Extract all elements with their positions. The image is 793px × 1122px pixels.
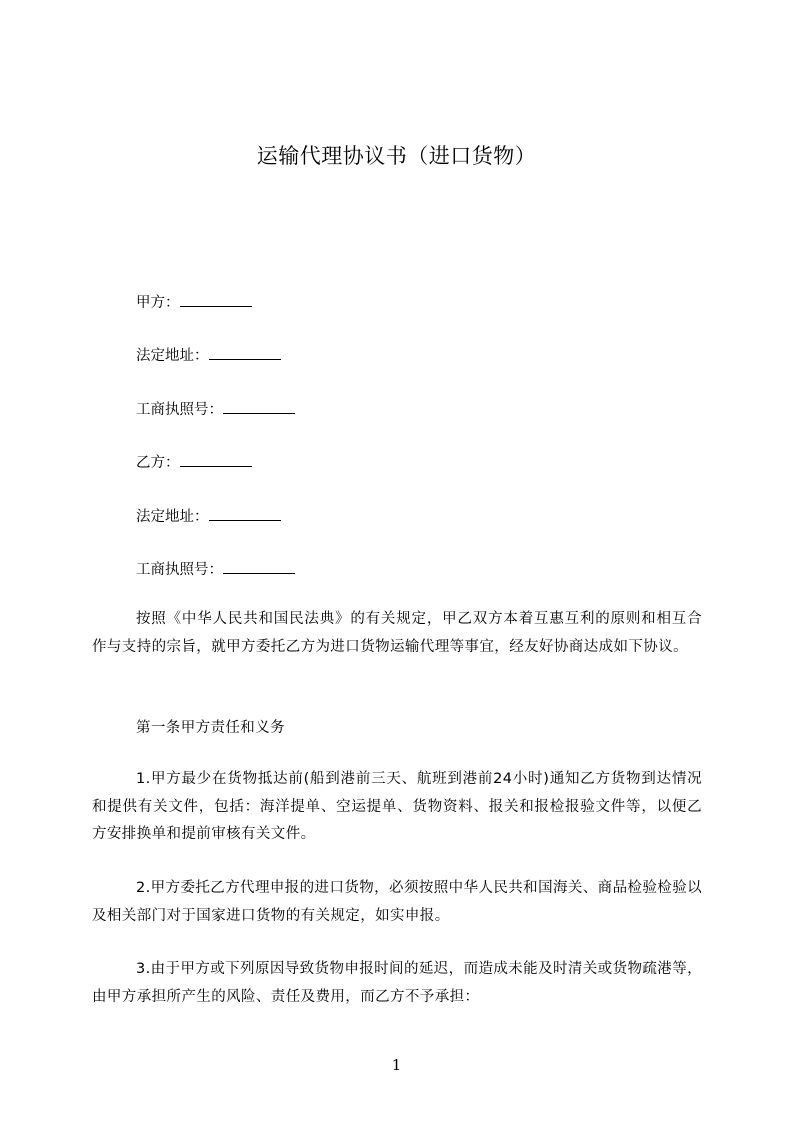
clause-1-paragraph: 1.甲方最少在货物抵达前(船到港前三天、航班到港前24小时)通知乙方货物到达情况和提供有关文件，包括：海洋提单、空运提单、货物资料、报关和报检报验文件等，以便乙方安排换单和提前审核有关文件。 (92, 771, 702, 842)
party-a-address-label: 法定地址： (136, 348, 209, 364)
party-a-license-field (136, 399, 295, 420)
party-b-address-blank (209, 506, 281, 521)
party-a-license-blank (223, 399, 295, 414)
party-b-license-blank (223, 559, 295, 574)
clause-2-paragraph: 2.甲方委托乙方代理申报的进口货物，必须按照中华人民共和国海关、商品检验检验以及相关部门对于国家进口货物的有关规定，如实申报。 (92, 880, 702, 924)
party-a-address-blank (209, 345, 281, 360)
party-b-label: 乙方： (136, 455, 180, 471)
party-b-address-label: 法定地址： (136, 509, 209, 525)
party-b-address-field (136, 506, 281, 527)
party-a-license-label: 工商执照号： (136, 402, 223, 418)
party-a-address-field (136, 345, 281, 366)
page-number: 1 (391, 1056, 402, 1074)
document-title: 运输代理协议书（进口货物） (256, 144, 537, 168)
party-a-blank (180, 292, 252, 307)
party-b-license-label: 工商执照号： (136, 562, 223, 578)
party-a-field (136, 292, 252, 313)
party-a-label: 甲方： (136, 295, 180, 311)
preamble-paragraph: 按照《中华人民共和国民法典》的有关规定，甲乙双方本着互惠互利的原则和相互合作与支持的宗旨，就甲方委托乙方为进口货物运输代理等事宜，经友好协商达成如下协议。 (92, 611, 702, 655)
party-b-field (136, 452, 252, 473)
party-b-license-field (136, 559, 295, 580)
article-1-heading: 第一条甲方责任和义务 (136, 720, 285, 736)
clause-3-paragraph: 3.由于甲方或下列原因导致货物申报时间的延迟，而造成未能及时清关或货物疏港等，由甲方承担所产生的风险、责任及费用，而乙方不予承担： (92, 961, 702, 1005)
party-b-blank (180, 452, 252, 467)
